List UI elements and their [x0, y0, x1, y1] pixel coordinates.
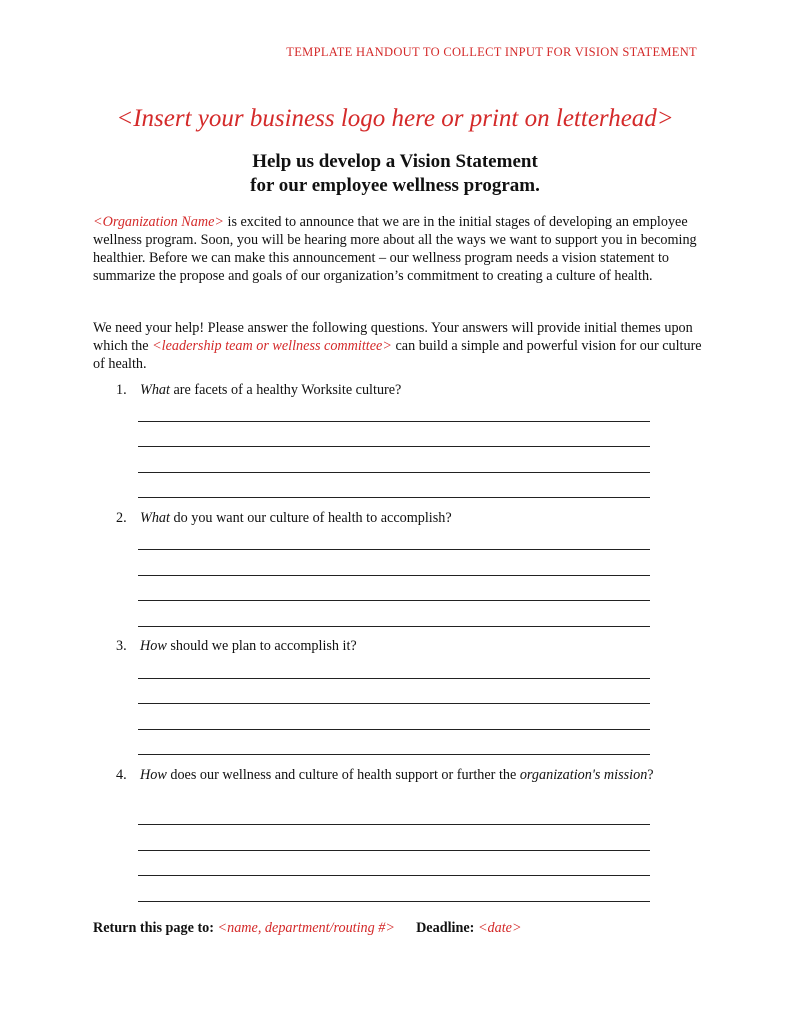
answer-line-4-4[interactable] — [138, 901, 650, 902]
answer-line-1-3[interactable] — [138, 472, 650, 473]
question-2 — [116, 509, 676, 527]
template-header-label: TEMPLATE HANDOUT TO COLLECT INPUT FOR VISION STATEMENT — [286, 45, 697, 59]
answer-line-1-4[interactable] — [138, 497, 650, 498]
return-placeholder: <name, department/routing #> — [217, 920, 395, 936]
question-number: 3. — [116, 638, 127, 654]
deadline-placeholder: <date> — [477, 920, 522, 936]
return-label: Return this page to: — [93, 920, 214, 936]
deadline-label: Deadline: — [416, 920, 475, 936]
answer-line-3-4[interactable] — [138, 754, 650, 755]
question-emphasis: How — [140, 638, 167, 654]
logo-placeholder: <Insert your business logo here or print on letterhead> — [116, 105, 674, 132]
question-text-2: ? — [647, 767, 654, 783]
question-emphasis: What — [140, 510, 170, 526]
question-text: do you want our culture of health to accomplish? — [169, 510, 452, 526]
answer-line-2-1[interactable] — [138, 549, 650, 550]
answer-line-3-2[interactable] — [138, 703, 650, 704]
committee-placeholder: <leadership team or wellness committee> — [152, 338, 392, 354]
answer-line-2-3[interactable] — [138, 600, 650, 601]
answer-line-4-3[interactable] — [138, 875, 650, 876]
title-line-2: for our employee wellness program. — [250, 175, 540, 196]
question-number: 4. — [116, 767, 127, 783]
answer-line-4-1[interactable] — [138, 824, 650, 825]
page-title — [0, 150, 790, 198]
question-emphasis-2: organization's mission — [519, 767, 648, 783]
intro-paragraph-2-before: We need your help! Please answer the following questions. Your answers will provide initial themes upon which the — [93, 320, 693, 354]
question-1 — [116, 381, 676, 399]
intro-paragraph-1-text: is excited to announce that we are in the initial stages of developing an employee wellness program. Soon, you will be hearing more about all the ways we want to support you in becoming healthier. Before we can make this announcement – our wellness program needs a vision statement to summarize the propose and goals of our organization’s commitment to creating a culture of health. — [93, 214, 697, 284]
answer-line-2-2[interactable] — [138, 575, 650, 576]
question-text: are facets of a healthy Worksite culture? — [169, 382, 402, 398]
question-4 — [116, 766, 676, 784]
intro-paragraph-1 — [93, 213, 708, 285]
organization-name-placeholder: <Organization Name> — [93, 214, 224, 230]
answer-line-3-3[interactable] — [138, 729, 650, 730]
question-emphasis: How — [140, 767, 167, 783]
question-emphasis: What — [140, 382, 170, 398]
question-text: does our wellness and culture of health support or further the — [166, 767, 520, 783]
answer-line-3-1[interactable] — [138, 678, 650, 679]
answer-line-1-2[interactable] — [138, 446, 650, 447]
title-line-1: Help us develop a Vision Statement — [252, 151, 538, 172]
intro-paragraph-2-after: can build a simple and powerful vision for our culture of health. — [93, 338, 702, 372]
return-instructions — [93, 920, 522, 937]
question-number: 1. — [116, 382, 127, 398]
question-text: should we plan to accomplish it? — [166, 638, 357, 654]
question-3 — [116, 637, 676, 655]
answer-line-2-4[interactable] — [138, 626, 650, 627]
answer-line-1-1[interactable] — [138, 421, 650, 422]
question-number: 2. — [116, 510, 127, 526]
answer-line-4-2[interactable] — [138, 850, 650, 851]
intro-paragraph-2 — [93, 319, 708, 373]
